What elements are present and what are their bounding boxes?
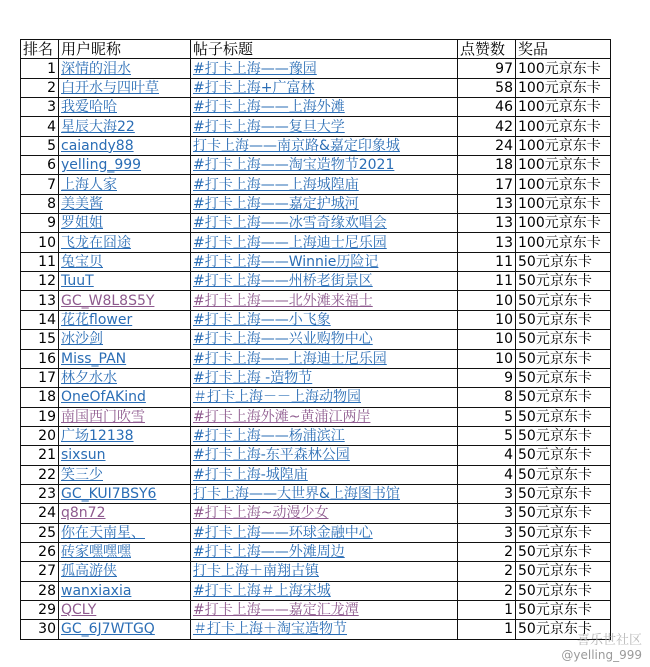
likes-cell: 11 <box>458 252 516 271</box>
prize-cell: 50元京东卡 <box>516 426 611 445</box>
prize-cell: 50元京东卡 <box>516 542 611 561</box>
prize-cell: 50元京东卡 <box>516 484 611 503</box>
likes-cell: 4 <box>458 446 516 465</box>
likes-cell: 13 <box>458 214 516 233</box>
likes-cell: 42 <box>458 117 516 136</box>
table-row <box>21 368 611 387</box>
table-row <box>21 349 611 368</box>
prize-cell: 100元京东卡 <box>516 98 611 117</box>
table-row <box>21 214 611 233</box>
table-row <box>21 156 611 175</box>
rank-cell: 26 <box>21 542 59 561</box>
likes-cell: 5 <box>458 407 516 426</box>
prize-cell: 50元京东卡 <box>516 407 611 426</box>
post-title-link[interactable]: #打卡上海-东平森林公园 <box>191 446 458 465</box>
username-link[interactable]: 星辰大海22 <box>59 117 191 136</box>
username-link[interactable]: GC_6J7WTGQ <box>59 620 191 639</box>
rank-cell: 30 <box>21 620 59 639</box>
table-row <box>21 78 611 97</box>
post-title-link[interactable]: #打卡上海——兴业购物中心 <box>191 330 458 349</box>
rank-cell: 22 <box>21 465 59 484</box>
likes-cell: 10 <box>458 330 516 349</box>
table-row <box>21 504 611 523</box>
likes-cell: 4 <box>458 465 516 484</box>
post-title-link[interactable]: #打卡上海——环球金融中心 <box>191 523 458 542</box>
post-title-link[interactable]: #打卡上海-城隍庙 <box>191 465 458 484</box>
table-row <box>21 446 611 465</box>
post-title-link[interactable]: #打卡上海——复旦大学 <box>191 117 458 136</box>
prize-cell: 100元京东卡 <box>516 78 611 97</box>
post-title-link[interactable]: #打卡上海——Winnie历险记 <box>191 252 458 271</box>
likes-cell: 1 <box>458 620 516 639</box>
table-row <box>21 291 611 310</box>
post-title-link[interactable]: #打卡上海——上海外滩 <box>191 98 458 117</box>
header-rank: 排名 <box>21 40 59 59</box>
username-link[interactable]: 孤高游侠 <box>59 562 191 581</box>
prize-cell: 100元京东卡 <box>516 214 611 233</box>
rank-cell: 13 <box>21 291 59 310</box>
username-link[interactable]: wanxiaxia <box>59 581 191 600</box>
rank-cell: 16 <box>21 349 59 368</box>
prize-cell: 50元京东卡 <box>516 504 611 523</box>
prize-cell: 50元京东卡 <box>516 465 611 484</box>
username-link[interactable]: 深情的泪水 <box>59 59 191 78</box>
likes-cell: 2 <box>458 542 516 561</box>
username-link[interactable]: 我爱哈哈 <box>59 98 191 117</box>
header-post-title: 帖子标题 <box>191 40 458 59</box>
likes-cell: 10 <box>458 349 516 368</box>
post-title-link[interactable]: #打卡上海——嘉定护城河 <box>191 194 458 213</box>
post-title-link[interactable]: #打卡上海——上海迪士尼乐园 <box>191 233 458 252</box>
table-row <box>21 59 611 78</box>
table-row <box>21 465 611 484</box>
prize-cell: 50元京东卡 <box>516 252 611 271</box>
likes-cell: 10 <box>458 310 516 329</box>
watermark-handle: @yelling_999 <box>561 648 642 662</box>
post-title-link[interactable]: 打卡上海——大世界&上海图书馆 <box>191 484 458 503</box>
prize-cell: 50元京东卡 <box>516 446 611 465</box>
rank-cell: 21 <box>21 446 59 465</box>
post-title-link[interactable]: #打卡上海——北外滩来福士 <box>191 291 458 310</box>
username-link[interactable]: 罗姐姐 <box>59 214 191 233</box>
header-likes: 点赞数 <box>458 40 516 59</box>
rank-cell: 5 <box>21 136 59 155</box>
likes-cell: 3 <box>458 523 516 542</box>
prize-cell: 100元京东卡 <box>516 136 611 155</box>
rank-cell: 18 <box>21 388 59 407</box>
table-row <box>21 484 611 503</box>
username-link[interactable]: GC_W8L8S5Y <box>59 291 191 310</box>
likes-cell: 46 <box>458 98 516 117</box>
post-title-link[interactable]: #打卡上海——豫园 <box>191 59 458 78</box>
prize-cell: 50元京东卡 <box>516 620 611 639</box>
table-row <box>21 426 611 445</box>
username-link[interactable]: 广场12138 <box>59 426 191 445</box>
likes-cell: 97 <box>458 59 516 78</box>
table-row <box>21 562 611 581</box>
prize-cell: 50元京东卡 <box>516 349 611 368</box>
rank-cell: 23 <box>21 484 59 503</box>
likes-cell: 3 <box>458 504 516 523</box>
table-row <box>21 523 611 542</box>
rank-cell: 10 <box>21 233 59 252</box>
header-username: 用户昵称 <box>59 40 191 59</box>
post-title-link[interactable]: ＃打卡上海－－上海动物园 <box>191 388 458 407</box>
rank-cell: 19 <box>21 407 59 426</box>
username-link[interactable]: 你在天南星、 <box>59 523 191 542</box>
table-row <box>21 194 611 213</box>
rank-cell: 7 <box>21 175 59 194</box>
post-title-link[interactable]: #打卡上海外滩~黄浦江两岸 <box>191 407 458 426</box>
prize-cell: 50元京东卡 <box>516 523 611 542</box>
post-title-link[interactable]: #打卡上海——上海城隍庙 <box>191 175 458 194</box>
username-link[interactable]: OneOfAKind <box>59 388 191 407</box>
username-link[interactable]: caiandy88 <box>59 136 191 155</box>
likes-cell: 13 <box>458 194 516 213</box>
likes-cell: 2 <box>458 562 516 581</box>
prize-cell: 50元京东卡 <box>516 600 611 619</box>
username-link[interactable]: 美美酱 <box>59 194 191 213</box>
post-title-link[interactable]: ＃打卡上海＋淘宝造物节 <box>191 620 458 639</box>
prize-cell: 100元京东卡 <box>516 156 611 175</box>
watermark <box>561 633 642 663</box>
watermark-logo: 喜乐世社区 <box>576 633 642 648</box>
post-title-link[interactable]: #打卡上海——嘉定汇龙潭 <box>191 600 458 619</box>
post-title-link[interactable]: #打卡上海——冰雪奇缘欢唱会 <box>191 214 458 233</box>
table-row <box>21 388 611 407</box>
username-link[interactable]: 砖家嘿嘿嘿 <box>59 542 191 561</box>
post-title-link[interactable]: #打卡上海——外滩周边 <box>191 542 458 561</box>
table-row <box>21 407 611 426</box>
prize-cell: 100元京东卡 <box>516 194 611 213</box>
likes-cell: 18 <box>458 156 516 175</box>
username-link[interactable]: q8n72 <box>59 504 191 523</box>
table-row <box>21 98 611 117</box>
likes-cell: 9 <box>458 368 516 387</box>
likes-cell: 1 <box>458 600 516 619</box>
post-title-link[interactable]: #打卡上海 -造物节 <box>191 368 458 387</box>
prize-cell: 50元京东卡 <box>516 368 611 387</box>
username-link[interactable]: TuuT <box>59 272 191 291</box>
username-link[interactable]: 南国西门吹雪 <box>59 407 191 426</box>
prize-cell: 50元京东卡 <box>516 562 611 581</box>
post-title-link[interactable]: #打卡上海——上海迪士尼乐园 <box>191 349 458 368</box>
rank-cell: 25 <box>21 523 59 542</box>
rank-cell: 12 <box>21 272 59 291</box>
likes-cell: 17 <box>458 175 516 194</box>
likes-cell: 8 <box>458 388 516 407</box>
rank-cell: 27 <box>21 562 59 581</box>
prize-cell: 100元京东卡 <box>516 59 611 78</box>
table-row <box>21 600 611 619</box>
table-row <box>21 542 611 561</box>
rank-cell: 3 <box>21 98 59 117</box>
username-link[interactable]: 冰沙剑 <box>59 330 191 349</box>
table-row <box>21 252 611 271</box>
post-title-link[interactable]: #打卡上海——州桥老街景区 <box>191 272 458 291</box>
rank-cell: 11 <box>21 252 59 271</box>
rank-cell: 17 <box>21 368 59 387</box>
table-row <box>21 620 611 639</box>
likes-cell: 2 <box>458 581 516 600</box>
likes-cell: 58 <box>458 78 516 97</box>
rank-cell: 4 <box>21 117 59 136</box>
rank-cell: 8 <box>21 194 59 213</box>
post-title-link[interactable]: 打卡上海＋南翔古镇 <box>191 562 458 581</box>
rank-cell: 9 <box>21 214 59 233</box>
username-link[interactable]: QCLY <box>59 600 191 619</box>
prize-cell: 50元京东卡 <box>516 291 611 310</box>
likes-cell: 24 <box>458 136 516 155</box>
likes-cell: 11 <box>458 272 516 291</box>
header-prize: 奖品 <box>516 40 611 59</box>
table-row <box>21 272 611 291</box>
table-row <box>21 136 611 155</box>
rank-cell: 24 <box>21 504 59 523</box>
table-row <box>21 581 611 600</box>
username-link[interactable]: 飞龙在囧途 <box>59 233 191 252</box>
prize-cell: 100元京东卡 <box>516 175 611 194</box>
table-row <box>21 310 611 329</box>
rank-cell: 28 <box>21 581 59 600</box>
table-row <box>21 117 611 136</box>
rank-cell: 29 <box>21 600 59 619</box>
prize-cell: 100元京东卡 <box>516 117 611 136</box>
post-title-link[interactable]: #打卡上海——淘宝造物节2021 <box>191 156 458 175</box>
prize-cell: 50元京东卡 <box>516 388 611 407</box>
rank-cell: 14 <box>21 310 59 329</box>
table-row <box>21 175 611 194</box>
table-row <box>21 330 611 349</box>
post-title-link[interactable]: #打卡上海~动漫少女 <box>191 504 458 523</box>
likes-cell: 13 <box>458 233 516 252</box>
prize-cell: 50元京东卡 <box>516 310 611 329</box>
username-link[interactable]: 兔宝贝 <box>59 252 191 271</box>
username-link[interactable]: 白开水与四叶草 <box>59 78 191 97</box>
prize-cell: 100元京东卡 <box>516 233 611 252</box>
rank-cell: 15 <box>21 330 59 349</box>
likes-cell: 3 <box>458 484 516 503</box>
post-title-link[interactable]: #打卡上海——小飞象 <box>191 310 458 329</box>
username-link[interactable]: 笑三少 <box>59 465 191 484</box>
table-body <box>21 59 611 639</box>
ranking-table <box>20 39 611 640</box>
rank-cell: 20 <box>21 426 59 445</box>
prize-cell: 50元京东卡 <box>516 581 611 600</box>
username-link[interactable]: 林夕水水 <box>59 368 191 387</box>
username-link[interactable]: GC_KUI7BSY6 <box>59 484 191 503</box>
prize-cell: 50元京东卡 <box>516 330 611 349</box>
post-title-link[interactable]: 打卡上海——南京路&嘉定印象城 <box>191 136 458 155</box>
rank-cell: 6 <box>21 156 59 175</box>
username-link[interactable]: Miss_PAN <box>59 349 191 368</box>
username-link[interactable]: sixsun <box>59 446 191 465</box>
rank-cell: 1 <box>21 59 59 78</box>
likes-cell: 10 <box>458 291 516 310</box>
post-title-link[interactable]: #打卡上海——杨浦滨江 <box>191 426 458 445</box>
username-link[interactable]: yelling_999 <box>59 156 191 175</box>
post-title-link[interactable]: #打卡上海+广富林 <box>191 78 458 97</box>
post-title-link[interactable]: #打卡上海＃上海宋城 <box>191 581 458 600</box>
table-row <box>21 233 611 252</box>
likes-cell: 5 <box>458 426 516 445</box>
username-link[interactable]: 花花flower <box>59 310 191 329</box>
rank-cell: 2 <box>21 78 59 97</box>
header-row <box>21 40 611 59</box>
prize-cell: 50元京东卡 <box>516 272 611 291</box>
username-link[interactable]: 上海人家 <box>59 175 191 194</box>
